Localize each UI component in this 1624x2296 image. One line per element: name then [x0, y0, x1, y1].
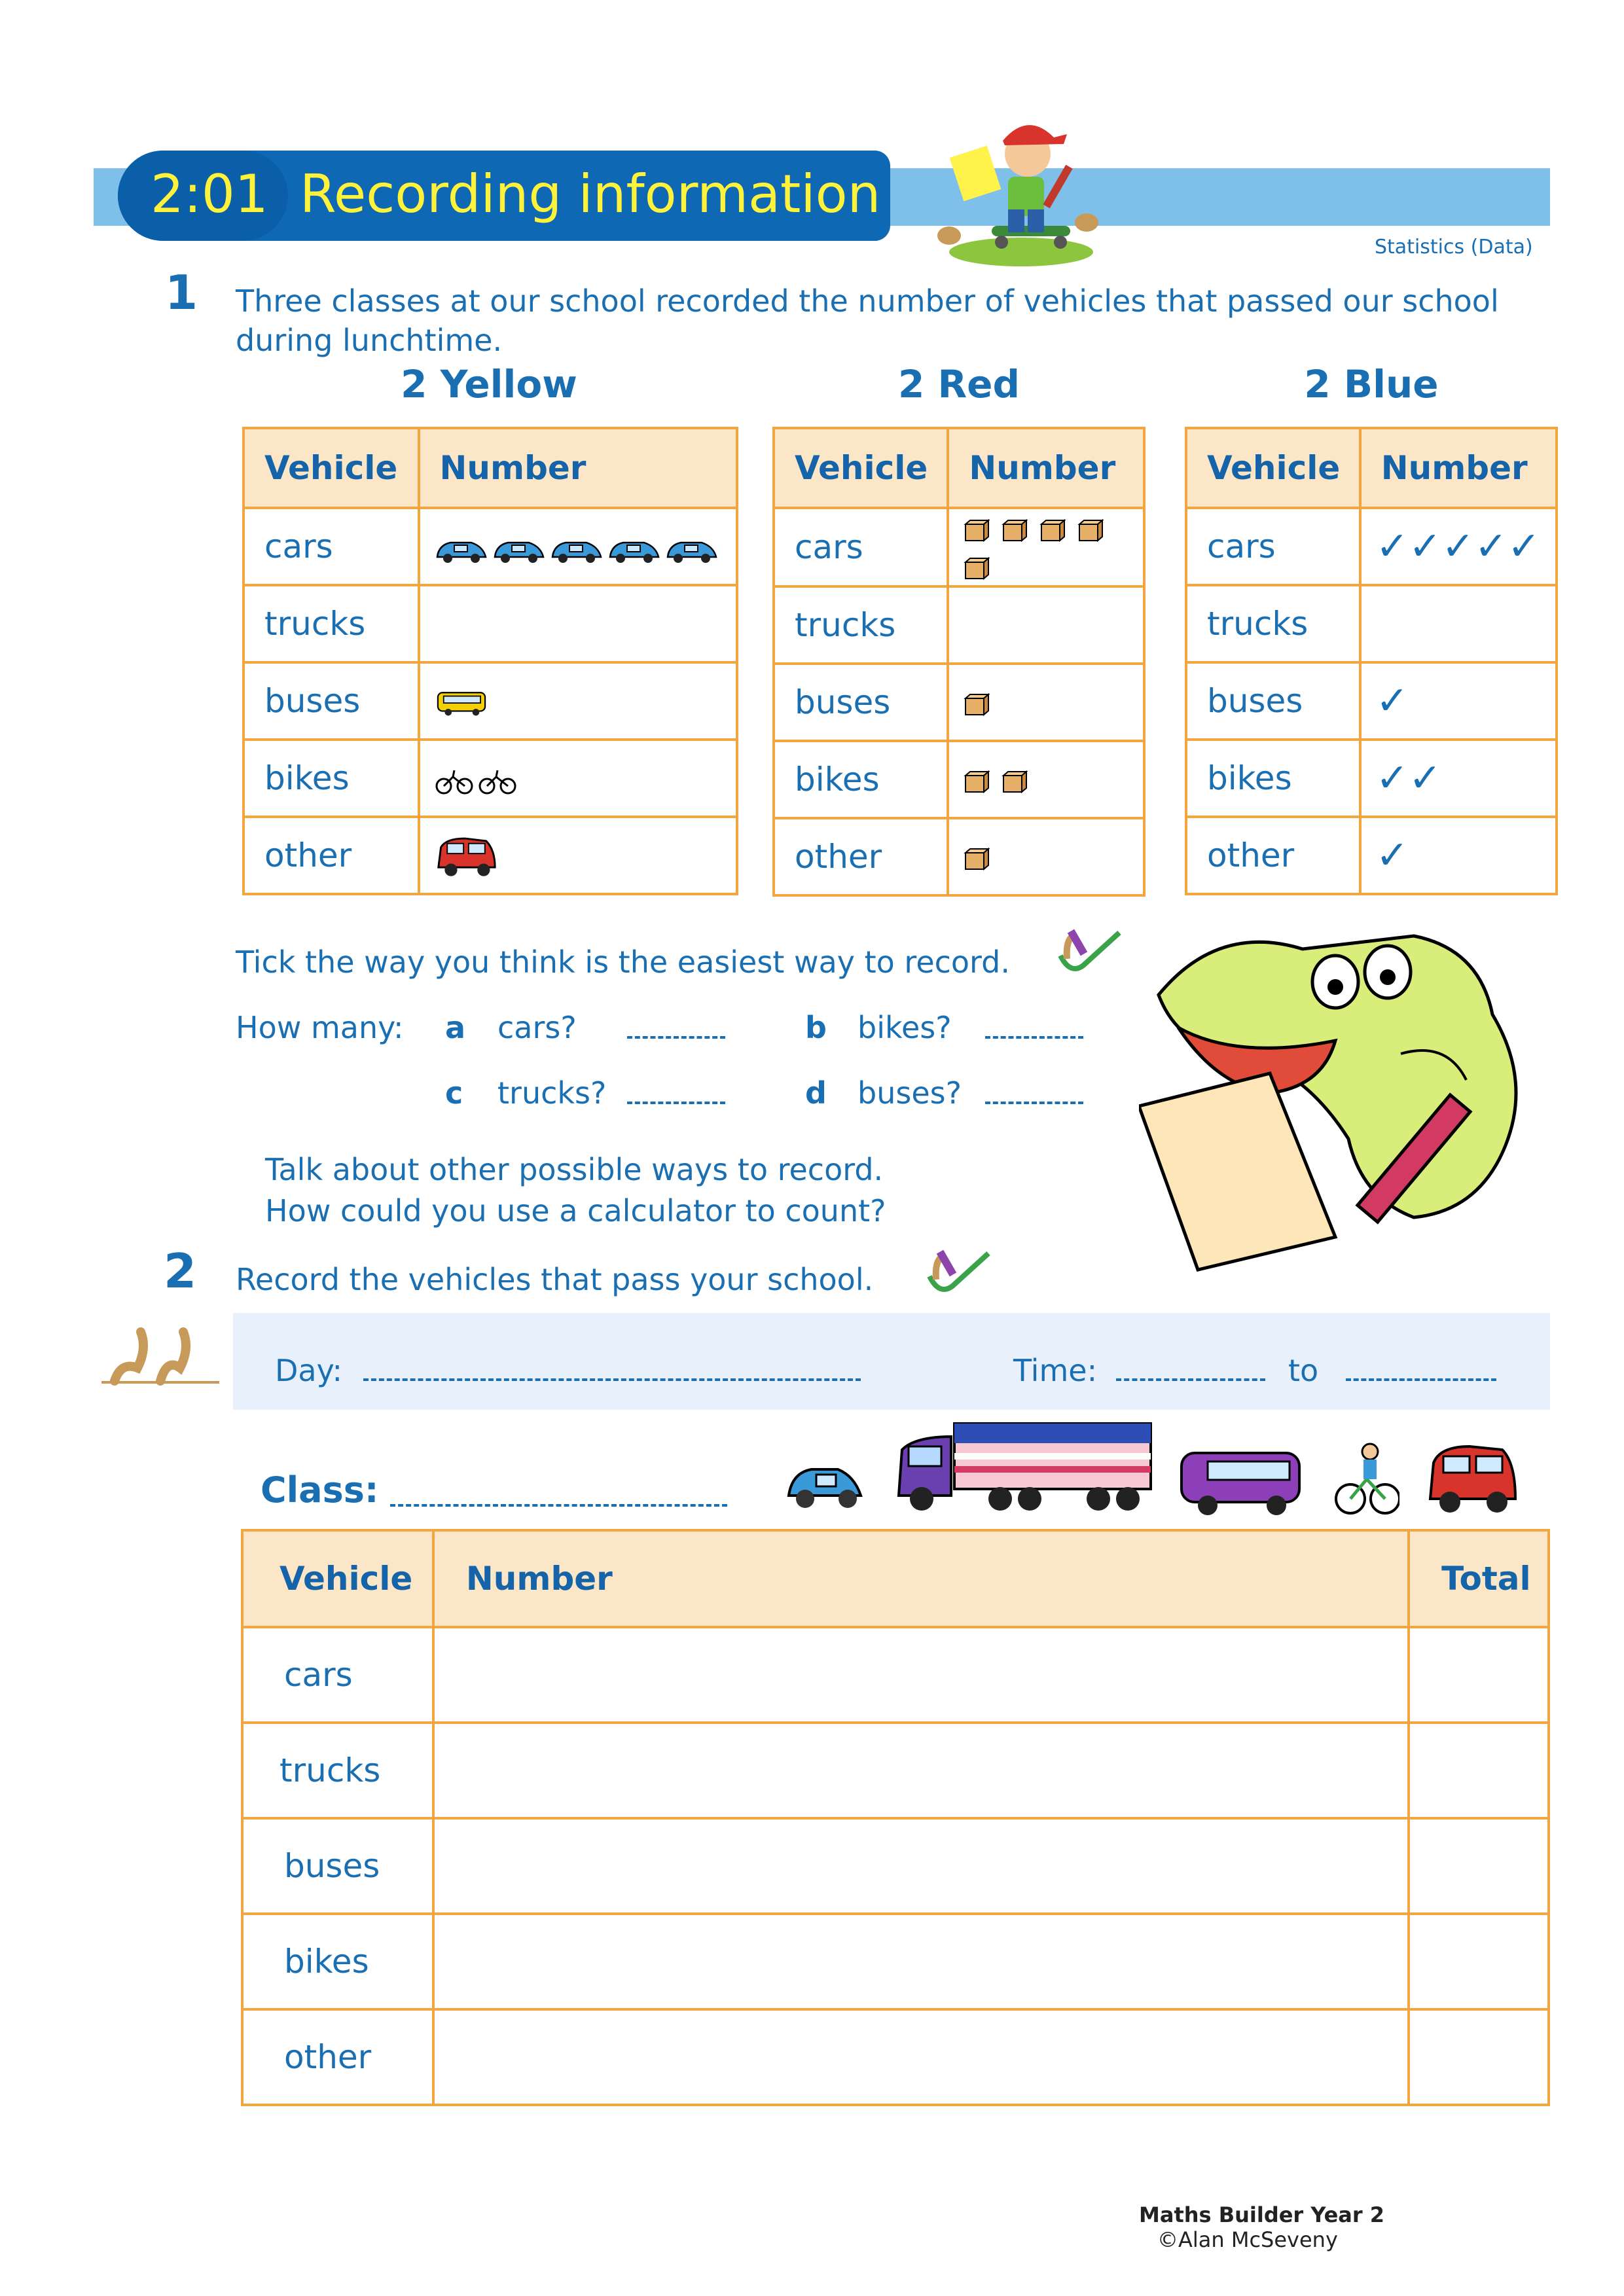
blue-cars-ticks	[1360, 508, 1557, 585]
row-label-other: other	[244, 817, 419, 894]
day-label: Day:	[275, 1353, 342, 1388]
row-label-buses: buses	[244, 662, 419, 740]
block-icon	[964, 557, 990, 581]
answer-c-field[interactable]	[627, 1098, 725, 1104]
red-trucks-blocks	[948, 586, 1144, 664]
tick-mark-icon: ✓	[1409, 524, 1442, 569]
block-icon	[964, 519, 990, 543]
tick-mark-icon: ✓	[1375, 755, 1409, 801]
bike-rider-illustration	[1334, 1440, 1399, 1518]
van-picture-icon	[435, 833, 497, 878]
part-d-letter: d	[805, 1075, 827, 1111]
row-label-buses: buses	[242, 1818, 433, 1914]
answer-a-field[interactable]	[627, 1032, 725, 1039]
row-label-buses: buses	[1186, 662, 1360, 740]
car-picture-icon	[607, 535, 661, 564]
answer-d-field[interactable]	[985, 1098, 1083, 1104]
time-label: Time:	[1013, 1353, 1098, 1388]
answer-b-field[interactable]	[985, 1032, 1083, 1039]
bike-picture-icon	[478, 766, 517, 795]
tick-mark-icon: ✓	[1474, 524, 1507, 569]
bus-picture-icon	[435, 689, 488, 718]
car-illustration	[782, 1450, 867, 1515]
tick-mark-icon: ✓	[1441, 524, 1475, 569]
page-title: Recording information	[300, 164, 881, 224]
truck-illustration	[895, 1417, 1157, 1515]
strand-label: Statistics (Data)	[1375, 236, 1533, 259]
footer-copyright: ©Alan McSeveny	[1157, 2227, 1338, 2252]
class-title-red: 2 Red	[897, 362, 1020, 406]
yellow-cars-pictures	[419, 508, 737, 585]
how-many-label: How many:	[236, 1010, 404, 1045]
time-end-field[interactable]	[1346, 1374, 1496, 1381]
yellow-buses-pictures	[419, 662, 737, 740]
total-cell-trucks[interactable]	[1409, 1723, 1549, 1818]
number-cell-cars[interactable]	[433, 1627, 1409, 1723]
crocodile-illustration	[1139, 910, 1558, 1276]
row-label-other: other	[1186, 817, 1360, 894]
row-label-other: other	[774, 818, 948, 895]
row-label-bikes: bikes	[244, 740, 419, 817]
total-cell-cars[interactable]	[1409, 1627, 1549, 1723]
part-b-letter: b	[805, 1010, 827, 1045]
part-c-letter: c	[445, 1075, 463, 1111]
col-header-number: Number	[1360, 428, 1557, 508]
bike-picture-icon	[435, 766, 474, 795]
tick-mark-icon: ✓	[1375, 678, 1409, 724]
worms-icon	[101, 1322, 219, 1388]
class-label: Class:	[261, 1469, 379, 1511]
tick-mark-icon: ✓	[1375, 833, 1409, 878]
section-number: 2:01	[151, 164, 268, 224]
number-cell-trucks[interactable]	[433, 1723, 1409, 1818]
question-1-number: 1	[165, 265, 198, 320]
tick-mark-icon: ✓	[1409, 755, 1442, 801]
yellow-trucks-pictures	[419, 585, 737, 662]
col-header-vehicle: Vehicle	[244, 428, 419, 508]
red-buses-blocks	[948, 664, 1144, 741]
col-header-vehicle: Vehicle	[242, 1530, 433, 1627]
blue-buses-ticks	[1360, 662, 1557, 740]
row-label-trucks: trucks	[242, 1723, 433, 1818]
row-label-trucks: trucks	[774, 586, 948, 664]
car-picture-icon	[550, 535, 604, 564]
number-cell-bikes[interactable]	[433, 1914, 1409, 2009]
car-picture-icon	[492, 535, 546, 564]
row-label-bikes: bikes	[242, 1914, 433, 2009]
skateboard-boy-illustration	[929, 105, 1106, 275]
record-table	[241, 1529, 1550, 2106]
row-label-bikes: bikes	[774, 741, 948, 818]
red-other-blocks	[948, 818, 1144, 895]
day-field[interactable]	[363, 1374, 861, 1381]
class-title-blue: 2 Blue	[1304, 362, 1439, 406]
question-2-number: 2	[164, 1244, 197, 1299]
to-label: to	[1288, 1353, 1319, 1388]
col-header-number: Number	[948, 428, 1144, 508]
car-picture-icon	[435, 535, 488, 564]
blue-bikes-ticks	[1360, 740, 1557, 817]
row-label-cars: cars	[244, 508, 419, 585]
row-label-cars: cars	[1186, 508, 1360, 585]
row-label-buses: buses	[774, 664, 948, 741]
red-cars-blocks	[948, 508, 1144, 586]
total-cell-other[interactable]	[1409, 2009, 1549, 2105]
talk-line-2: How could you use a calculator to count?	[265, 1193, 886, 1229]
car-picture-icon	[665, 535, 719, 564]
worm-tick-icon	[1054, 926, 1126, 978]
blue-trucks-ticks	[1360, 585, 1557, 662]
class-title-yellow: 2 Yellow	[401, 362, 577, 406]
number-cell-buses[interactable]	[433, 1818, 1409, 1914]
col-header-number: Number	[433, 1530, 1409, 1627]
block-icon	[964, 693, 990, 717]
time-start-field[interactable]	[1116, 1374, 1265, 1381]
question-1-intro: Three classes at our school recorded the number of vehicles that passed our school during lunchtime.	[236, 283, 1499, 358]
red-class-table	[772, 427, 1146, 897]
row-label-trucks: trucks	[1186, 585, 1360, 662]
row-label-bikes: bikes	[1186, 740, 1360, 817]
yellow-class-table	[242, 427, 738, 895]
row-label-other: other	[242, 2009, 433, 2105]
blue-other-ticks	[1360, 817, 1557, 894]
tick-mark-icon: ✓	[1375, 524, 1409, 569]
worm-tick-icon	[923, 1247, 995, 1299]
yellow-bikes-pictures	[419, 740, 737, 817]
total-cell-bikes[interactable]	[1409, 1914, 1549, 2009]
bus-illustration	[1175, 1443, 1306, 1518]
class-field[interactable]	[390, 1500, 727, 1507]
blue-class-table	[1185, 427, 1558, 895]
block-icon	[1077, 519, 1104, 543]
block-icon	[1001, 770, 1028, 794]
footer-book-title: Maths Builder Year 2	[1139, 2202, 1385, 2227]
row-label-cars: cars	[242, 1627, 433, 1723]
col-header-total: Total	[1409, 1530, 1549, 1627]
part-c-text: trucks?	[497, 1075, 607, 1111]
number-cell-other[interactable]	[433, 2009, 1409, 2105]
col-header-vehicle: Vehicle	[774, 428, 948, 508]
total-cell-buses[interactable]	[1409, 1818, 1549, 1914]
col-header-vehicle: Vehicle	[1186, 428, 1360, 508]
row-label-trucks: trucks	[244, 585, 419, 662]
block-icon	[1001, 519, 1028, 543]
part-a-text: cars?	[497, 1010, 577, 1045]
block-icon	[964, 848, 990, 871]
block-icon	[964, 770, 990, 794]
van-illustration	[1424, 1437, 1522, 1518]
part-a-letter: a	[445, 1010, 466, 1045]
tick-mark-icon: ✓	[1507, 524, 1541, 569]
record-details-box	[233, 1313, 1550, 1410]
question-2-prompt: Record the vehicles that pass your school.	[236, 1262, 874, 1297]
tick-prompt: Tick the way you think is the easiest way to record.	[236, 944, 1010, 980]
talk-line-1: Talk about other possible ways to record.	[265, 1152, 884, 1187]
part-b-text: bikes?	[857, 1010, 952, 1045]
yellow-other-pictures	[419, 817, 737, 894]
col-header-number: Number	[419, 428, 737, 508]
block-icon	[1039, 519, 1066, 543]
part-d-text: buses?	[857, 1075, 962, 1111]
red-bikes-blocks	[948, 741, 1144, 818]
row-label-cars: cars	[774, 508, 948, 586]
